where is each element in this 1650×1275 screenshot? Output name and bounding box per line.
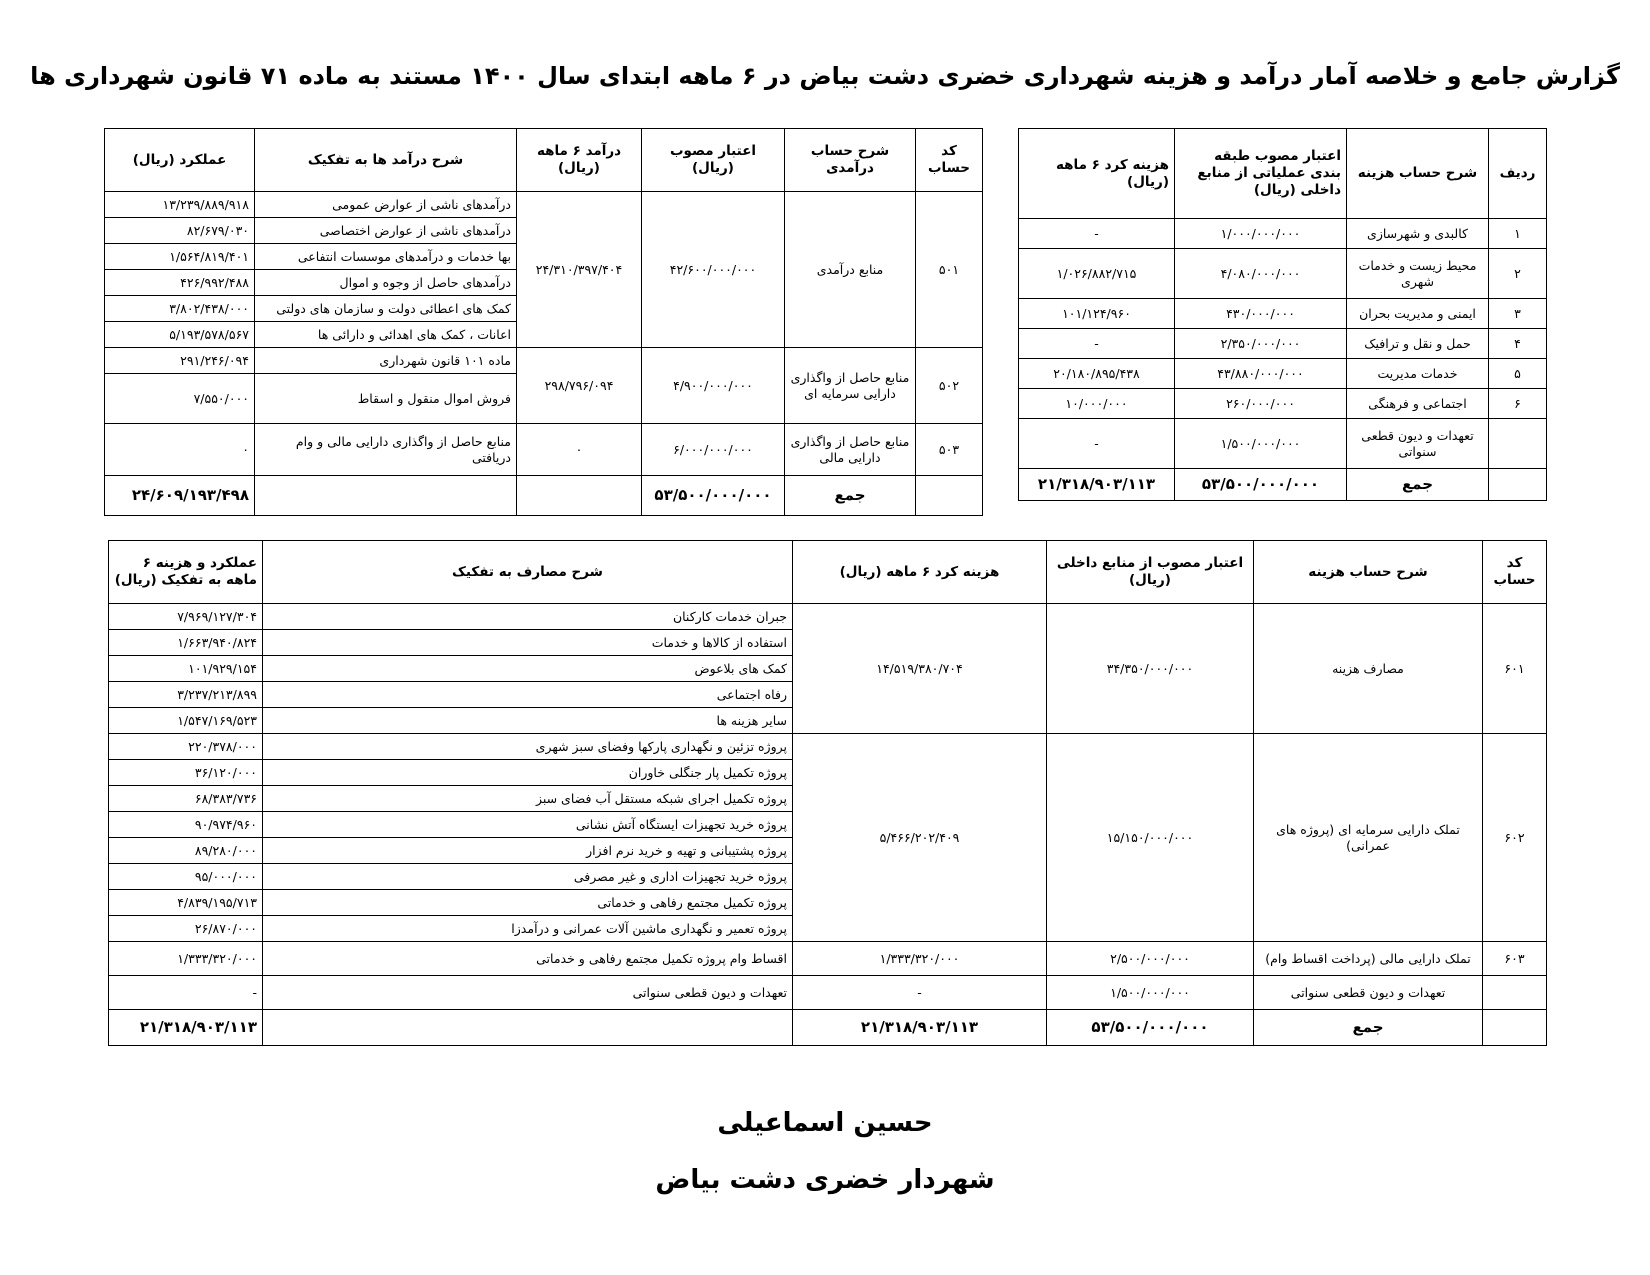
expense-item-value: ۲۲۰/۳۷۸/۰۰۰ [109,734,263,760]
total-label: جمع [785,476,916,516]
cost-6-month: - [1019,329,1175,359]
account-code: ۵۰۳ [916,424,983,476]
income-item-value: ۱۳/۲۳۹/۸۸۹/۹۱۸ [105,192,255,218]
empty-cell [255,476,517,516]
expense-item-value: ۷/۹۶۹/۱۲۷/۳۰۴ [109,604,263,630]
income-item-description: منابع حاصل از واگذاری دارایی مالی و وام دریافتی [255,424,517,476]
expense-item-description: پروژه تکمیل مجتمع رفاهی و خدماتی [263,890,793,916]
expense-item-description: پروژه تزئین و نگهداری پارکها وفضای سبز شهری [263,734,793,760]
expense-item-description: کمک های بلاعوض [263,656,793,682]
income-item-value: ۷/۵۵۰/۰۰۰ [105,374,255,424]
approved-operational: ۲۶۰/۰۰۰/۰۰۰ [1175,389,1347,419]
income-item-description: بها خدمات و درآمدهای موسسات انتفاعی [255,244,517,270]
header-cost-6-month: هزینه کرد ۶ ماهه (ریال) [1019,129,1175,219]
approved-internal: ۱۵/۱۵۰/۰۰۰/۰۰۰ [1047,734,1254,942]
table-row [105,348,983,374]
approved-operational: ۱/۵۰۰/۰۰۰/۰۰۰ [1175,419,1347,469]
approved-operational: ۱/۰۰۰/۰۰۰/۰۰۰ [1175,219,1347,249]
income-item-description: درآمدهای حاصل از وجوه و اموال [255,270,517,296]
table-row [109,734,1547,760]
expense-item-value: ۲۶/۸۷۰/۰۰۰ [109,916,263,942]
income-item-value: ۰ [105,424,255,476]
expense-account-description: تعهدات و دیون قطعی سنواتی [1347,419,1489,469]
expense-item-value: ۳/۲۳۷/۲۱۳/۸۹۹ [109,682,263,708]
expense-item-value: ۶۸/۳۸۳/۷۳۶ [109,786,263,812]
income-item-value: ۱/۵۶۴/۸۱۹/۴۰۱ [105,244,255,270]
approved-credit: ۶/۰۰۰/۰۰۰/۰۰۰ [642,424,785,476]
total-approved: ۵۳/۵۰۰/۰۰۰/۰۰۰ [1175,469,1347,501]
income-table [104,128,983,516]
row-number: ۱ [1489,219,1547,249]
row-number: ۳ [1489,299,1547,329]
empty-cell [1489,469,1547,501]
expense-item-value: ۹۰/۹۷۴/۹۶۰ [109,812,263,838]
cost-6-month: ۵/۴۶۶/۲۰۲/۴۰۹ [793,734,1047,942]
signatory-name: حسین اسماعیلی [717,1108,933,1138]
header-expense-account: شرح حساب هزینه [1254,541,1483,604]
income-item-value: ۵/۱۹۳/۵۷۸/۵۶۷ [105,322,255,348]
empty-cell [263,1010,793,1046]
account-description: تملک دارایی مالی (پرداخت اقساط وام) [1254,942,1483,976]
header-account-code: کد حساب [1483,541,1547,604]
cost-6-month: ۱۰/۰۰۰/۰۰۰ [1019,389,1175,419]
expense-item-value: ۱۰۱/۹۲۹/۱۵۴ [109,656,263,682]
expense-item-value: ۱/۵۴۷/۱۶۹/۵۲۳ [109,708,263,734]
expense-item-description: پروژه پشتیبانی و تهیه و خرید نرم افزار [263,838,793,864]
expense-item-description: تعهدات و دیون قطعی سنواتی [263,976,793,1010]
account-code [1483,976,1547,1010]
cost-6-month: - [1019,419,1175,469]
expense-item-description: پروژه خرید تجهیزات اداری و غیر مصرفی [263,864,793,890]
header-approved-operational: اعتبار مصوب طبقه بندی عملیاتی از منابع داخلی (ریال) [1175,129,1347,219]
expense-item-value: - [109,976,263,1010]
income-item-description: درآمدهای ناشی از عوارض اختصاصی [255,218,517,244]
header-income-6-month: درآمد ۶ ماهه (ریال) [517,129,642,192]
income-6-month: ۰ [517,424,642,476]
table-row [109,942,1547,976]
empty-cell [916,476,983,516]
total-approved: ۵۳/۵۰۰/۰۰۰/۰۰۰ [1047,1010,1254,1046]
total-performance: ۲۱/۳۱۸/۹۰۳/۱۱۳ [109,1010,263,1046]
total-row [1019,469,1547,501]
table-row [105,424,983,476]
cost-6-month: ۱/۳۳۳/۳۲۰/۰۰۰ [793,942,1047,976]
row-number [1489,419,1547,469]
table-row [105,192,983,218]
account-description: منابع درآمدی [785,192,916,348]
row-number: ۶ [1489,389,1547,419]
cost-6-month: ۲۰/۱۸۰/۸۹۵/۴۳۸ [1019,359,1175,389]
table-row [1019,389,1547,419]
expense-account-description: اجتماعی و فرهنگی [1347,389,1489,419]
expense-item-description: سایر هزینه ها [263,708,793,734]
approved-internal: ۲/۵۰۰/۰۰۰/۰۰۰ [1047,942,1254,976]
cost-6-month: ۱/۰۲۶/۸۸۲/۷۱۵ [1019,249,1175,299]
cost-6-month: ۱۴/۵۱۹/۳۸۰/۷۰۴ [793,604,1047,734]
signatory-role: شهردار خضری دشت بیاض [655,1165,995,1195]
header-income-account: شرح حساب درآمدی [785,129,916,192]
income-item-value: ۳/۸۰۲/۴۳۸/۰۰۰ [105,296,255,322]
approved-operational: ۴۳۰/۰۰۰/۰۰۰ [1175,299,1347,329]
expense-account-description: محیط زیست و خدمات شهری [1347,249,1489,299]
expense-item-value: ۴/۸۳۹/۱۹۵/۷۱۳ [109,890,263,916]
table-row [1019,249,1547,299]
table-row [1019,419,1547,469]
income-item-description: ماده ۱۰۱ قانون شهرداری [255,348,517,374]
expense-item-description: پروژه تکمیل اجرای شبکه مستقل آب فضای سبز [263,786,793,812]
income-item-value: ۲۹۱/۲۴۶/۰۹۴ [105,348,255,374]
cost-6-month: ۱۰۱/۱۲۴/۹۶۰ [1019,299,1175,329]
table-row [1019,219,1547,249]
expense-item-value: ۳۶/۱۲۰/۰۰۰ [109,760,263,786]
income-6-month: ۲۹۸/۷۹۶/۰۹۴ [517,348,642,424]
total-cost-6-month: ۲۱/۳۱۸/۹۰۳/۱۱۳ [793,1010,1047,1046]
account-description: منابع حاصل از واگذاری دارایی سرمایه ای [785,348,916,424]
income-item-description: اعانات ، کمک های اهدائی و دارائی ها [255,322,517,348]
approved-credit: ۴۲/۶۰۰/۰۰۰/۰۰۰ [642,192,785,348]
table-row [1019,299,1547,329]
expense-item-description: پروژه تکمیل پار جنگلی خاوران [263,760,793,786]
total-row [109,1010,1547,1046]
cost-6-month: - [793,976,1047,1010]
expense-item-description: اقساط وام پروژه تکمیل مجتمع رفاهی و خدماتی [263,942,793,976]
expense-account-description: حمل و نقل و ترافیک [1347,329,1489,359]
cost-6-month: - [1019,219,1175,249]
account-description: مصارف هزینه [1254,604,1483,734]
header-expense-account: شرح حساب هزینه [1347,129,1489,219]
empty-cell [517,476,642,516]
header-performance: عملکرد (ریال) [105,129,255,192]
row-number: ۲ [1489,249,1547,299]
expense-item-description: پروژه تعمیر و نگهداری ماشین آلات عمرانی و درآمدزا [263,916,793,942]
approved-internal: ۱/۵۰۰/۰۰۰/۰۰۰ [1047,976,1254,1010]
header-account-code: کد حساب [916,129,983,192]
page-title: گزارش جامع و خلاصه آمار درآمد و هزینه شهرداری خضری دشت بیاض در ۶ ماهه ابتدای سال ۱۴۰۰ مستند به ماده ۷۱ قانون شهرداری ها [30,62,1620,90]
income-item-value: ۴۲۶/۹۹۲/۴۸۸ [105,270,255,296]
header-row-number: ردیف [1489,129,1547,219]
account-description: تملک دارایی سرمایه ای (پروژه های عمرانی) [1254,734,1483,942]
total-approved: ۵۳/۵۰۰/۰۰۰/۰۰۰ [642,476,785,516]
expense-classification-table [1018,128,1547,501]
table-row [109,604,1547,630]
account-description: منابع حاصل از واگذاری دارایی مالی [785,424,916,476]
total-label: جمع [1254,1010,1483,1046]
header-income-breakdown: شرح درآمد ها به تفکیک [255,129,517,192]
empty-cell [1483,1010,1547,1046]
approved-operational: ۴۳/۸۸۰/۰۰۰/۰۰۰ [1175,359,1347,389]
approved-operational: ۴/۰۸۰/۰۰۰/۰۰۰ [1175,249,1347,299]
table-row [1019,329,1547,359]
expense-account-description: خدمات مدیریت [1347,359,1489,389]
income-item-description: فروش اموال منقول و اسقاط [255,374,517,424]
account-code: ۵۰۲ [916,348,983,424]
expense-item-value: ۱/۳۳۳/۳۲۰/۰۰۰ [109,942,263,976]
header-cost-6-month: هزینه کرد ۶ ماهه (ریال) [793,541,1047,604]
account-code: ۵۰۱ [916,192,983,348]
expense-item-value: ۱/۶۶۳/۹۴۰/۸۲۴ [109,630,263,656]
account-code: ۶۰۲ [1483,734,1547,942]
expense-account-description: کالبدی و شهرسازی [1347,219,1489,249]
income-6-month: ۲۴/۳۱۰/۳۹۷/۴۰۴ [517,192,642,348]
account-code: ۶۰۳ [1483,942,1547,976]
expense-item-description: جبران خدمات کارکنان [263,604,793,630]
expense-account-description: ایمنی و مدیریت بحران [1347,299,1489,329]
header-expense-breakdown: شرح مصارف به تفکیک [263,541,793,604]
approved-credit: ۴/۹۰۰/۰۰۰/۰۰۰ [642,348,785,424]
expense-item-description: رفاه اجتماعی [263,682,793,708]
total-label: جمع [1347,469,1489,501]
income-item-description: درآمدهای ناشی از عوارض عمومی [255,192,517,218]
header-approved-internal: اعتبار مصوب از منابع داخلی (ریال) [1047,541,1254,604]
account-code: ۶۰۱ [1483,604,1547,734]
total-cost-6-month: ۲۱/۳۱۸/۹۰۳/۱۱۳ [1019,469,1175,501]
account-description: تعهدات و دیون قطعی سنواتی [1254,976,1483,1010]
approved-internal: ۳۴/۳۵۰/۰۰۰/۰۰۰ [1047,604,1254,734]
total-row [105,476,983,516]
row-number: ۴ [1489,329,1547,359]
income-item-value: ۸۲/۶۷۹/۰۳۰ [105,218,255,244]
table-row [109,976,1547,1010]
header-performance-breakdown: عملکرد و هزینه ۶ ماهه به تفکیک (ریال) [109,541,263,604]
table-row [1019,359,1547,389]
total-performance: ۲۴/۶۰۹/۱۹۳/۴۹۸ [105,476,255,516]
expense-item-value: ۸۹/۲۸۰/۰۰۰ [109,838,263,864]
expense-item-description: پروژه خرید تجهیزات ایستگاه آتش نشانی [263,812,793,838]
income-item-description: کمک های اعطائی دولت و سازمان های دولتی [255,296,517,322]
expense-item-description: استفاده از کالاها و خدمات [263,630,793,656]
approved-operational: ۲/۳۵۰/۰۰۰/۰۰۰ [1175,329,1347,359]
expense-table [108,540,1547,1046]
row-number: ۵ [1489,359,1547,389]
header-approved-credit: اعتبار مصوب (ریال) [642,129,785,192]
expense-item-value: ۹۵/۰۰۰/۰۰۰ [109,864,263,890]
